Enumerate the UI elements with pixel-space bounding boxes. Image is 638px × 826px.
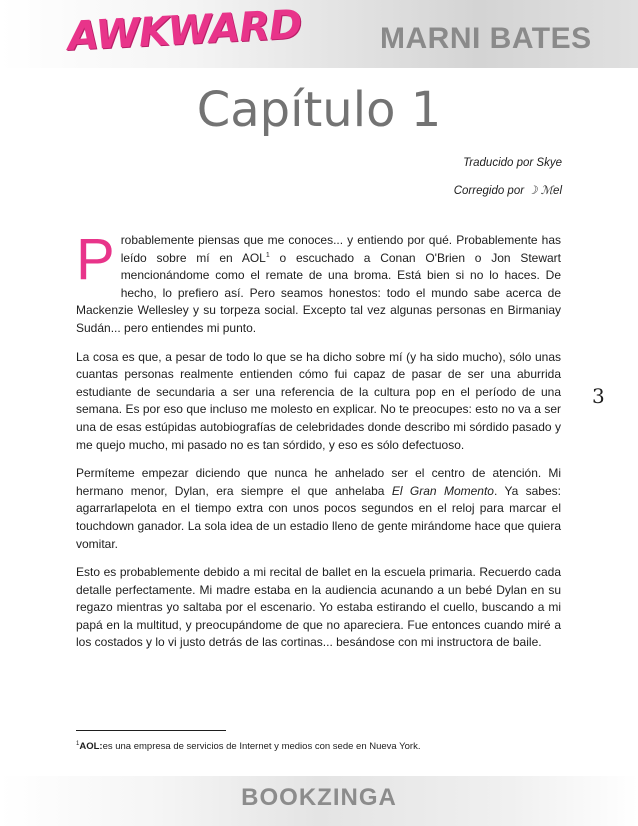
translator-credit: Traducido por Skye: [463, 157, 562, 169]
footer-brand: BOOKZINGA: [241, 784, 397, 811]
book-logo: AWKWARD: [66, 1, 303, 60]
footnote-term: AOL:: [79, 741, 103, 753]
footnote-divider: [76, 730, 226, 731]
author-name: MARNI BATES: [380, 22, 592, 55]
drop-cap: P: [76, 227, 115, 292]
chapter-body: [76, 227, 562, 663]
paragraph-3-emphasis: El Gran Momento: [391, 483, 494, 498]
paragraph-3-text-b: . Ya sabes: agarrarlapelota en el tiempo extra con unos pocos segundos en el reloj para marcar el touchdown ganador. La sola idea de un estadio lleno de gente mirándome hace que quiera vomitar.: [76, 483, 561, 551]
paragraph-4: Esto es probablemente debido a mi recital de ballet en la escuela primaria. Recuerdo cada detalle perfectamente. Mi madre estaba en la audiencia acunando a un bebé Dylan en su regazo mientras yo saltaba por el escenario. Yo estaba estirando el cuello, buscando a mi papá en la multitud, y preocupándome de que no apareciera. Fue entonces cuando miré a los costados y lo vi justo detrás de las cortinas... besándose con mi instructora de baile.: [76, 565, 561, 650]
page-number: 3: [592, 384, 605, 408]
footnote-marker: 1: [76, 741, 80, 747]
paragraph-1-text-b: o escuchado a Conan O'Brien o Jon Stewart mencionándome como el remate de una broma. Está bien si no lo haces. De hecho, lo prefiero así. Pero seamos honestos: todo el mundo sabe acerca de Mackenzie Wellesley y su torpeza social. Excepto tal vez algunas personas en Birmaniay Sudán... pero entiendes mi punto.: [76, 250, 562, 335]
chapter-title: [0, 82, 638, 138]
chapter-title-text: Capítulo 1: [196, 82, 442, 138]
footnote-text: es una empresa de servicios de Internet y medios con sede en Nueva York.: [102, 741, 421, 753]
paragraph-2: La cosa es que, a pesar de todo lo que se ha dicho sobre mí (y ha sido mucho), sólo unas cuantas personas realmente entienden cómo fui capaz de pasar de ser una aburrida estudiante de secundaria a ser una referencia de la cultura pop en el período de una semana. Es por eso que incluso me molesto en explicar. No te preocupes: esto no va a ser una de esas estúpidas autobiografías de celebridades donde describo mi sórdido pasado y me quejo mucho, mi pasado no es tan sórdido, y eso es sólo defectuoso.: [76, 349, 561, 452]
footnote-reference: 1: [265, 251, 270, 259]
footnote: [76, 741, 561, 752]
paragraph-1: [76, 227, 562, 338]
paragraph-3: [76, 465, 561, 553]
paragraph-3-text-a: Permíteme empezar diciendo que nunca he anhelado ser el centro de atención. Mi hermano menor, Dylan, era siempre el que anhelaba: [76, 466, 561, 498]
paragraph-1-text-a: robablemente piensas que me conoces... y entiendo por qué. Probablemente has leído sobre mí en AOL: [120, 233, 561, 265]
editor-credit: Corregido por ☽ ℳel: [453, 185, 562, 197]
